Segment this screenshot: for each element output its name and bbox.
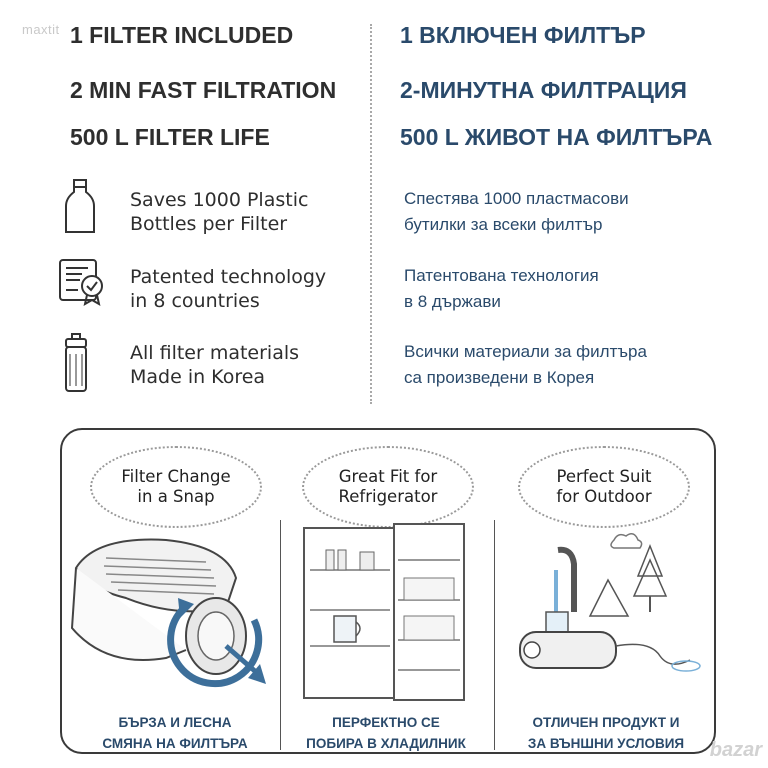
panel-separator — [280, 520, 281, 750]
feature-bottles-en: Saves 1000 Plastic Bottles per Filter — [130, 189, 309, 235]
header-en-filter-included: 1 FILTER INCLUDED — [70, 22, 294, 48]
filter-cartridge-icon — [56, 332, 106, 390]
caption-outdoor: ОТЛИЧЕН ПРОДУКТ И ЗА ВЪНШНИ УСЛОВИЯ — [527, 715, 685, 751]
bubble-outdoor: Perfect Suit for Outdoor — [518, 446, 690, 528]
watermark: maxtit — [22, 22, 60, 37]
filter-change-illustration — [66, 528, 276, 700]
bubble-refrigerator: Great Fit for Refrigerator — [302, 446, 474, 528]
header-en-fast-filtration: 2 MIN FAST FILTRATION — [70, 77, 337, 103]
feature-bottles-bg: Спестява 1000 пластмасови бутилки за всеки филтър — [404, 189, 629, 234]
feature-patent-bg: Патентована технология в 8 държави — [404, 266, 599, 311]
caption-filter-change: БЪРЗА И ЛЕСНА СМЯНА НА ФИЛТЪРА — [102, 715, 248, 751]
header-bg-filter-life: 500 L ЖИВОТ НА ФИЛТЪРА — [400, 124, 713, 150]
header-bg-fast-filtration: 2-МИНУТНА ФИЛТРАЦИЯ — [400, 77, 687, 103]
watermark-corner: bazar — [709, 739, 762, 761]
header-en-filter-life: 500 L FILTER LIFE — [70, 124, 270, 150]
header-bg-filter-included: 1 ВКЛЮЧЕН ФИЛТЪР — [400, 22, 646, 48]
feature-materials-bg: Всички материали за филтъра са произведени в Корея — [404, 342, 647, 387]
column-divider — [370, 24, 372, 404]
bubble-filter-change: Filter Change in a Snap — [90, 446, 262, 528]
caption-refrigerator: ПЕРФЕКТНО СЕ ПОБИРА В ХЛАДИЛНИК — [306, 715, 466, 751]
certificate-icon — [56, 254, 106, 312]
bottle-icon — [56, 178, 106, 236]
feature-materials-en: All filter materials Made in Korea — [130, 342, 300, 388]
outdoor-illustration — [510, 520, 710, 700]
panel-separator — [494, 520, 495, 750]
feature-patent-en: Patented technology in 8 countries — [130, 266, 327, 312]
refrigerator-illustration — [300, 520, 480, 702]
